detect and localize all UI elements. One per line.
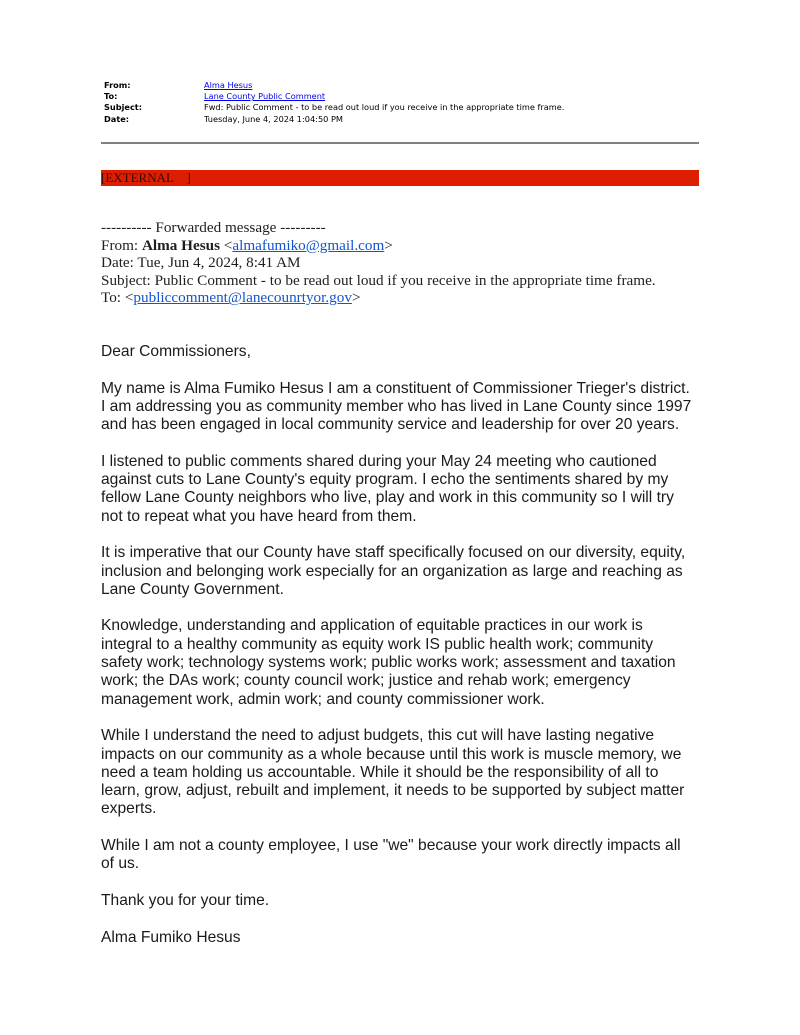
paragraph-line: It is imperative that our County have staff specifically focused on our diversity, equity, bbox=[101, 544, 686, 562]
forwarded-message-header bbox=[101, 219, 721, 307]
email-body bbox=[101, 343, 711, 965]
forwarded-to-email-link[interactable]: publiccomment@lanecounrtyor.gov bbox=[133, 289, 352, 307]
paragraph-line: work; the DAs work; county council work; justice and rehab work; emergency bbox=[101, 672, 631, 690]
paragraph-line: learn, grow, adjust, rebuilt and implement, it needs to be supported by subject matter bbox=[101, 782, 685, 800]
forwarded-to-label: To: bbox=[101, 289, 125, 307]
body-paragraph-3 bbox=[101, 544, 711, 599]
date-value: Tuesday, June 4, 2024 1:04:50 PM bbox=[204, 113, 343, 124]
forwarded-subject-line: Subject: Public Comment - to be read out loud if you receive in the appropriate time frame. bbox=[101, 271, 656, 289]
paragraph-line: I listened to public comments shared during your May 24 meeting who cautioned bbox=[101, 452, 657, 470]
paragraph-line: not to repeat what you have heard from them. bbox=[101, 507, 417, 525]
body-paragraph-2 bbox=[101, 453, 711, 526]
forwarded-divider: ---------- Forwarded message --------- bbox=[101, 219, 326, 236]
paragraph-line: experts. bbox=[101, 800, 157, 818]
paragraph-line: safety work; technology systems work; public works work; assessment and taxation bbox=[101, 654, 676, 672]
paragraph-line: against cuts to Lane County's equity program. I echo the sentiments shared by my bbox=[101, 471, 669, 489]
paragraph-line: My name is Alma Fumiko Hesus I am a constituent of Commissioner Trieger's district. bbox=[101, 379, 690, 397]
paragraph-line: I am addressing you as community member who has lived in Lane County since 1997 bbox=[101, 397, 692, 415]
body-paragraph-4 bbox=[101, 617, 711, 708]
forwarded-date-line: Date: Tue, Jun 4, 2024, 8:41 AM bbox=[101, 254, 301, 272]
email-header bbox=[104, 80, 704, 125]
paragraph-line: inclusion and belonging work especially for an organization as large and reaching as bbox=[101, 562, 683, 580]
paragraph-line: need a team holding us accountable. While it should be the responsibility of all to bbox=[101, 763, 659, 781]
forwarded-from-label: From: bbox=[101, 236, 142, 254]
header-from-row bbox=[104, 80, 704, 91]
paragraph-line: and has been engaged in local community service and leadership for over 20 years. bbox=[101, 416, 680, 434]
header-subject-row bbox=[104, 102, 704, 113]
paragraph-line: fellow Lane County neighbors who live, play and work in this community so I will try bbox=[101, 489, 674, 507]
closing: Thank you for your time. bbox=[101, 891, 270, 909]
forwarded-from-email-link[interactable]: almafumiko@gmail.com bbox=[232, 236, 385, 254]
paragraph-line: integral to a healthy community as equity work IS public health work; community bbox=[101, 635, 654, 653]
to-link[interactable]: Lane County Public Comment bbox=[204, 91, 326, 102]
body-paragraph-6 bbox=[101, 837, 711, 874]
paragraph-line: management work, admin work; and county commissioner work. bbox=[101, 690, 545, 708]
paragraph-line: of us. bbox=[101, 855, 140, 873]
subject-label: Subject: bbox=[104, 102, 142, 113]
signature: Alma Fumiko Hesus bbox=[101, 928, 241, 946]
body-paragraph-1 bbox=[101, 380, 711, 435]
greeting: Dear Commissioners, bbox=[101, 343, 251, 360]
subject-value: Fwd: Public Comment - to be read out loud if you receive in the appropriate time frame. bbox=[204, 102, 565, 113]
forwarded-from-name: Alma Hesus bbox=[141, 236, 220, 254]
body-paragraph-5 bbox=[101, 727, 711, 818]
to-label: To: bbox=[104, 91, 118, 102]
date-label: Date: bbox=[104, 113, 130, 124]
paragraph-line: Lane County Government. bbox=[101, 580, 284, 598]
forwarded-from-line: From: Alma Hesus <almafumiko@gmail.com> bbox=[101, 236, 393, 254]
from-label: From: bbox=[104, 80, 131, 90]
paragraph-line: Knowledge, understanding and application of equitable practices in our work is bbox=[101, 617, 643, 635]
header-date-row bbox=[104, 114, 704, 125]
external-sender-banner: [EXTERNAL ] bbox=[101, 170, 699, 186]
paragraph-line: While I understand the need to adjust budgets, this cut will have lasting negative bbox=[101, 727, 655, 745]
header-separator bbox=[101, 142, 699, 144]
paragraph-line: impacts on our community as a whole because until this work is muscle memory, we bbox=[101, 745, 682, 763]
forwarded-to-line: To: <publiccomment@lanecounrtyor.gov> bbox=[101, 289, 361, 307]
from-link[interactable]: Alma Hesus bbox=[204, 80, 253, 90]
paragraph-line: While I am not a county employee, I use "we" because your work directly impacts all bbox=[101, 837, 681, 855]
header-to-row bbox=[104, 91, 704, 102]
